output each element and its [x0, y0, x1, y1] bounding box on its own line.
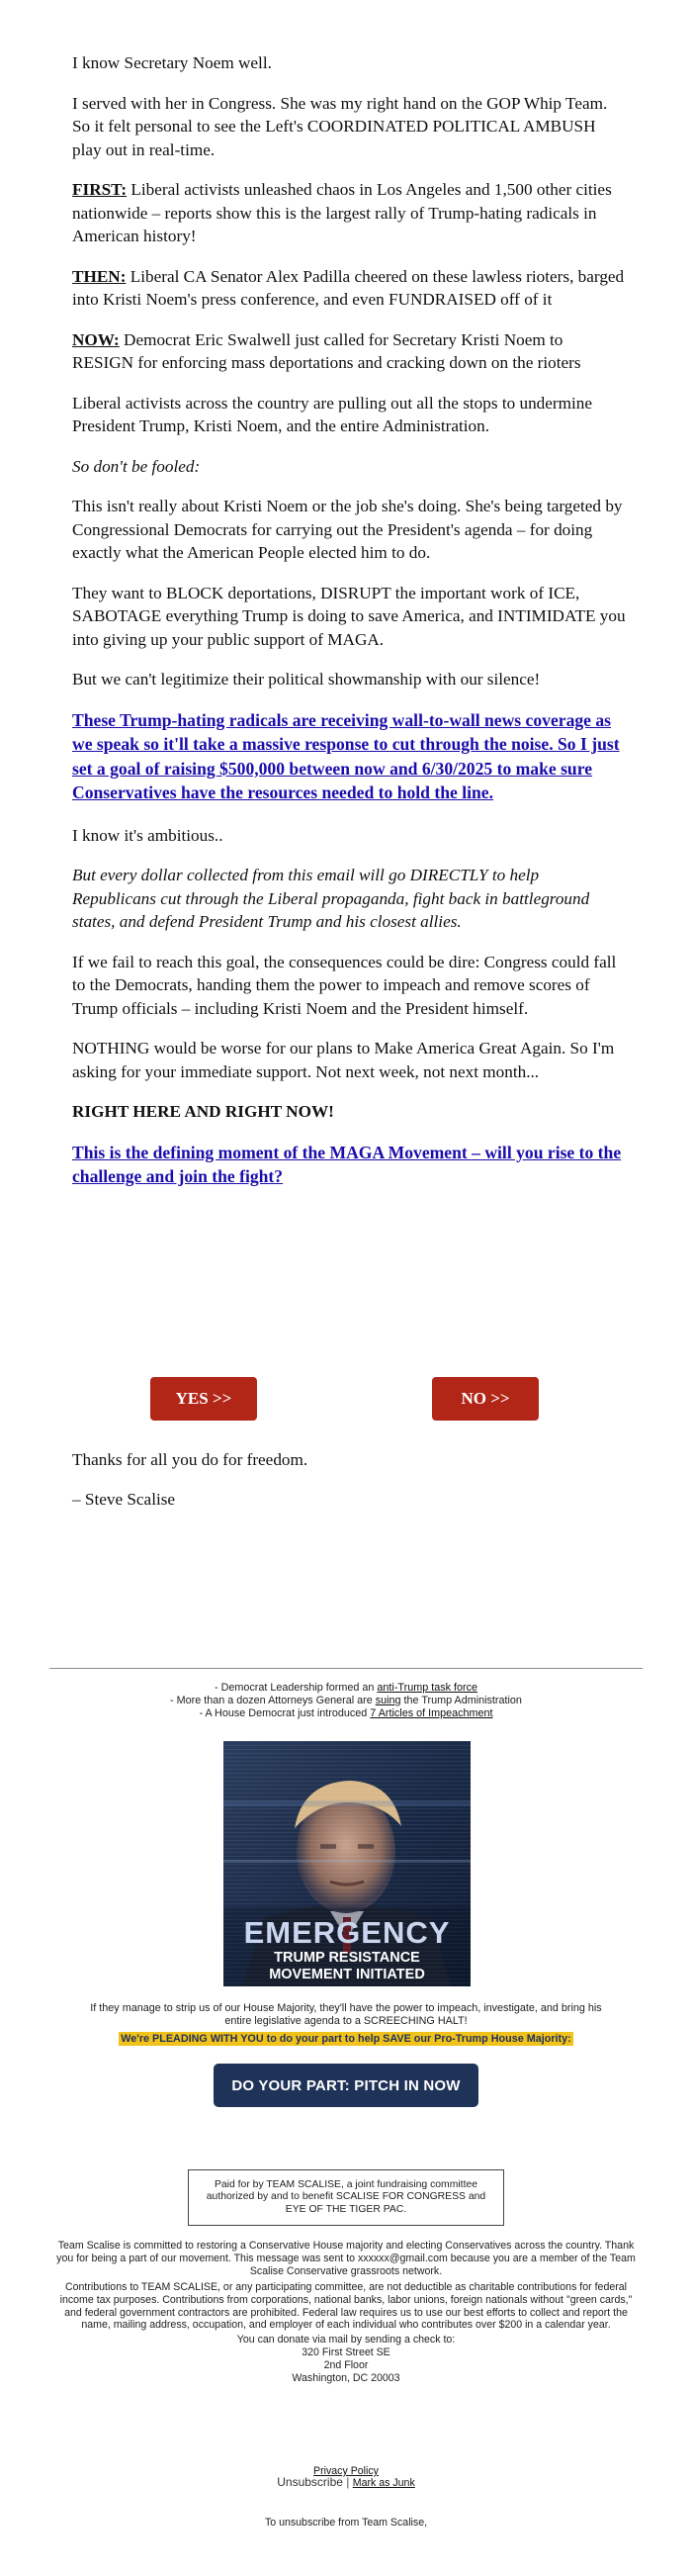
address-line: 2nd Floor [323, 2358, 369, 2371]
paragraph: If we fail to reach this goal, the consequences could be dire: Congress could fall to the Democrats, handing them the power to impeach and remove scores of Trump officials – including Kristi Noem and the President himself. [72, 952, 617, 1018]
bullet [40, 1682, 652, 1695]
suing-link[interactable]: suing [375, 1695, 401, 1706]
answer-buttons [0, 1377, 692, 1423]
plea-line [40, 2033, 652, 2046]
bullet-text: - A House Democrat just introduced [199, 1707, 371, 1719]
paragraph: They want to BLOCK deportations, DISRUPT the important work of ICE, SABOTAGE everything Trump is doing to save America, and INTIMIDATE you into giving up your public support of MAGA. [72, 583, 626, 649]
impeachment-link[interactable]: 7 Articles of Impeachment [370, 1707, 493, 1719]
majority-warning: If they manage to strip us of our House Majority, they'll have the power to impeach, investigate, and bring his entire legislative agenda to a SCREECHING HALT! [90, 2002, 602, 2027]
contributions-disclaimer: Contributions to TEAM SCALISE, or any participating committee, are not deductible as charitable contributions for federal income tax purposes. Contributions from corporations, national banks, labor unions, foreign nationals without "green cards," and federal government contractors are prohibited. Federal law requires us to use our best efforts to collect and report the name, mailing address, occupation, and employer of each individual who contributes over $200 in a calendar year. [59, 2281, 633, 2332]
closing-thanks: Thanks for all you do for freedom. [72, 1450, 308, 1469]
bullet-text: - More than a dozen Attorneys General are [170, 1695, 376, 1706]
donation-goal-link [72, 708, 626, 805]
paragraph: Liberal activists across the country are pulling out all the stops to undermine President Trump, Kristi Noem, and the entire Administration. [72, 393, 592, 435]
paragraph: I served with her in Congress. She was my right hand on the GOP Whip Team. So it felt personal to see the Left's COORDINATED POLITICAL AMBUSH play out in real-time. [72, 93, 608, 159]
address-line: 320 First Street SE [302, 2346, 390, 2358]
paragraph-text: Liberal CA Senator Alex Padilla cheered on these lawless rioters, barged into Kristi Noem's press conference, and even FUNDRAISED off of it [72, 266, 625, 309]
paragraph [72, 265, 626, 312]
paragraph: RIGHT HERE AND RIGHT NOW! [72, 1102, 334, 1121]
paragraph: But we can't legitimize their political showmanship with our silence! [72, 670, 541, 689]
join-fight-link-text[interactable]: This is the defining moment of the MAGA Movement – will you rise to the challenge and join the fight? [72, 1142, 622, 1186]
mail-intro: You can donate via mail by sending a check to: [236, 2334, 456, 2346]
privacy-policy-link[interactable]: Privacy Policy [313, 2465, 379, 2477]
paragraph [72, 328, 626, 375]
paragraph: So don't be fooled: [72, 456, 201, 476]
paragraph-lead: THEN: [72, 266, 127, 286]
unsubscribe-row [40, 2476, 652, 2490]
paragraph-lead: FIRST: [72, 180, 128, 199]
separator: | [346, 2475, 350, 2489]
pitch-in-button[interactable]: DO YOUR PART: PITCH IN NOW [214, 2064, 478, 2107]
paragraph: I know it's ambitious.. [72, 825, 223, 845]
no-button[interactable]: NO >> [432, 1377, 539, 1421]
paragraph: NOTHING would be worse for our plans to Make America Great Again. So I'm asking for your immediate support. Not next week, not next month... [72, 1039, 615, 1081]
threat-bullets [40, 1682, 652, 1720]
bullet-text: the Trump Administration [400, 1695, 522, 1706]
paragraph-text: Democrat Eric Swalwell just called for Secretary Kristi Noem to RESIGN for enforcing mass deportations and cracking down on the rioters [72, 329, 581, 372]
paragraph [72, 178, 626, 248]
plea-highlight: We're PLEADING WITH YOU to do your part to help SAVE our Pro-Trump House Majority: [121, 2033, 571, 2045]
paragraph: But every dollar collected from this email will go DIRECTLY to help Republicans cut through the Liberal propaganda, fight back in battleground states, and defend President Trump and his closest allies. [72, 866, 590, 931]
paragraph-text: Liberal activists unleashed chaos in Los Angeles and 1,500 other cities nationwide – reports show this is the largest rally of Trump-hating radicals in American history! [72, 180, 612, 245]
bullet-text: - Democrat Leadership formed an [214, 1682, 378, 1694]
yes-button[interactable]: YES >> [150, 1377, 257, 1421]
banner-line: MOVEMENT INITIATED [269, 1967, 425, 1982]
banner-line: TRUMP RESISTANCE [274, 1950, 420, 1966]
committed-text: Team Scalise is committed to restoring a Conservative House majority and electing Conservatives across the country. Thank you for being a part of our movement. This message was sent to xxxxxx@gmail.com because you are a member of the Team Scalise Conservative grassroots network. [56, 2240, 636, 2277]
unsubscribe-note: To unsubscribe from Team Scalise, [264, 2517, 428, 2529]
mailing-address [40, 2346, 652, 2384]
paid-for-text: Paid for by TEAM SCALISE, a joint fundraising committee authorized by and to benefit SCALISE FOR CONGRESS and EYE OF THE TIGER PAC. [206, 2178, 486, 2215]
banner-title: EMERGENCY [243, 1915, 451, 1950]
bullet [40, 1695, 652, 1707]
donation-goal-link-text[interactable]: These Trump-hating radicals are receiving wall-to-wall news coverage as we speak so it'll take a massive response to cut through the noise. So I just set a goal of raising $500,000 between now and 6/30/2025 to make sure Conservatives have the resources needed to hold the line. [72, 709, 620, 802]
paragraph-lead: NOW: [72, 329, 120, 349]
paid-for-box [188, 2169, 504, 2226]
address-line: Washington, DC 20003 [292, 2371, 400, 2384]
letter-body [72, 51, 626, 1206]
join-fight-link [72, 1141, 626, 1189]
paragraph: I know Secretary Noem well. [72, 53, 272, 72]
unsubscribe-link[interactable]: Unsubscribe [277, 2475, 343, 2489]
signature: – Steve Scalise [72, 1490, 176, 1509]
divider [49, 1668, 643, 1669]
task-force-link[interactable]: anti-Trump task force [377, 1682, 478, 1694]
bullet [40, 1707, 652, 1720]
mark-as-junk-link[interactable]: Mark as Junk [352, 2477, 415, 2489]
paragraph: This isn't really about Kristi Noem or the job she's doing. She's being targeted by Congressional Democrats for carrying out the President's agenda – for doing exactly what the American People elected him to do. [72, 497, 623, 562]
emergency-banner-image[interactable] [223, 1741, 471, 1986]
